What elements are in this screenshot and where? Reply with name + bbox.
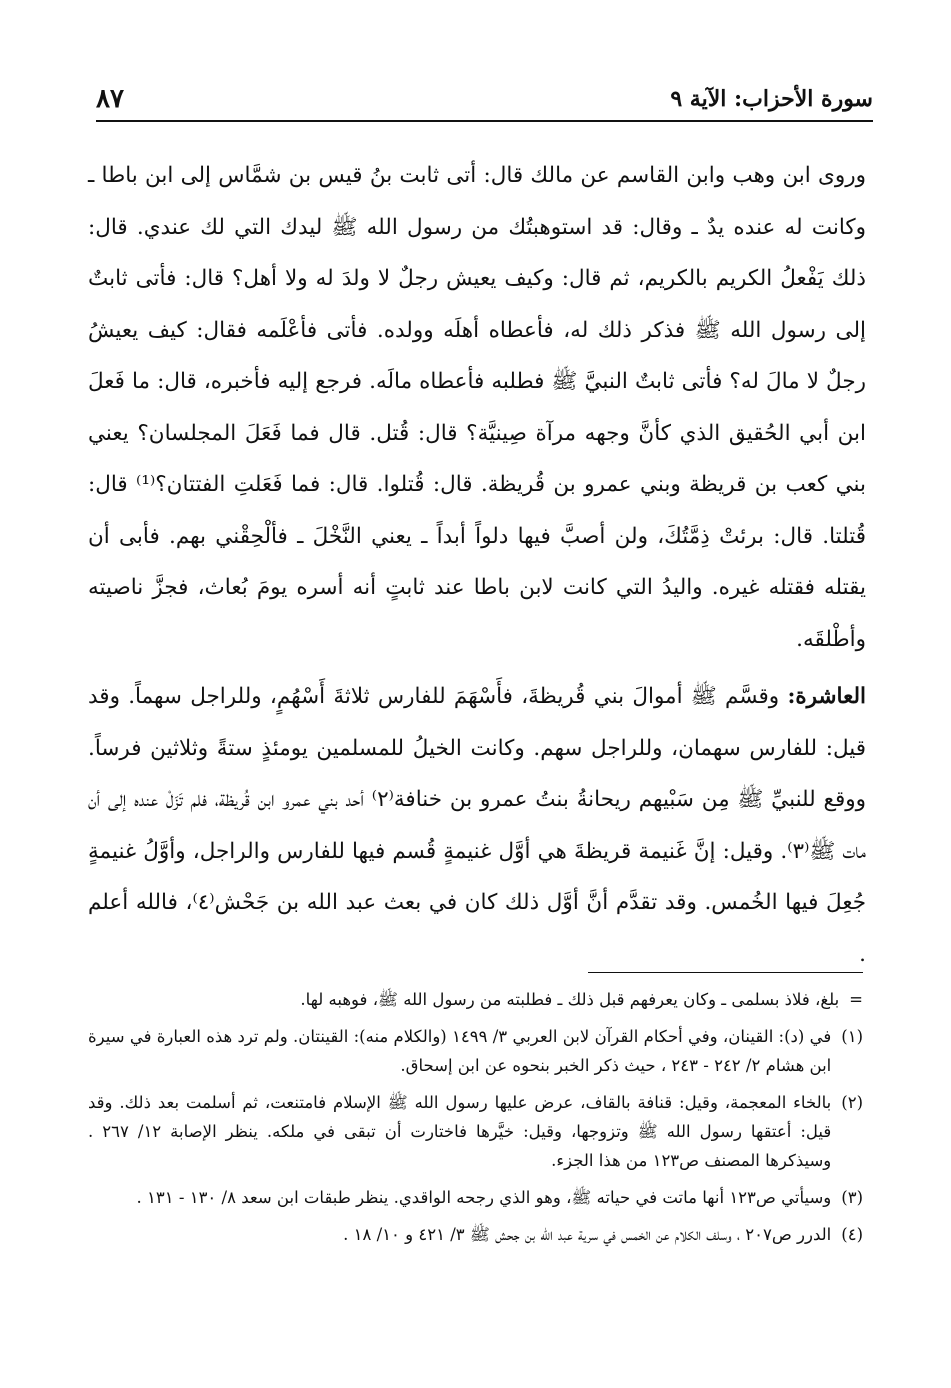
paragraph-2-text: وقسَّم ﷺ أموالَ بني قُريظةَ، فأَسْهَمَ للفارس ثلاثةَ أَسْهُمٍ، وللراجل سهماً. وقد قيل: للفارس سهمان، وللراجل سهم. وكانت الخيلُ للمسلمين يومئذٍ ستةً وثلاثين فرساً. ووقع للنبيِّ ﷺ مِن سَبْيهم ريحانةُ بنتُ عمرو بن خنافة⁽٢⁾ أحد بني عمرو ابن قُريظة، فلم تَزَلْ عنده إلى أن مات ﷺ⁽٣⁾. وقيل: إنَّ غَنيمة قريظةَ هي أوَّل غنيمةٍ قُسم فيها للفارس والراجل، وأوَّلُ غنيمةٍ جُعِلَ فيها الخُمس. وقد تقدَّم أنَّ أوَّل ذلك كان في بعث عبد الله بن جَحْش⁽٤⁾، فالله أعلم . xyxy=(88,684,866,967)
paragraph-2-lead: العاشرة: xyxy=(787,684,866,709)
footnote-4 xyxy=(88,1220,863,1249)
footnote-mark: (١) xyxy=(841,1027,863,1046)
paragraph-2 xyxy=(88,671,866,980)
footnote-mark: (٢) xyxy=(841,1093,863,1112)
footnote-1 xyxy=(88,1022,863,1080)
footnote-text: في (د): القينان، وفي أحكام القرآن لابن العربي ٣/ ١٤٩٩ (والكلام منه): القينتان. ولم ترد هذه العبارة في سيرة ابن هشام ٢/ ٢٤٢ - ٢٤٣ ، حيث ذكر الخبر بنحوه عن ابن إسحاق. xyxy=(88,1027,832,1075)
footnote-text: الدرر ص٢٠٧ ، وسلف الكلام عن الخمس في سرية عبد الله بن جحش ﷺ ٣/ ٤٢١ و ١٠/ ١٨ . xyxy=(343,1225,832,1244)
footnote-3 xyxy=(88,1183,863,1212)
footnote-text: وسيأتي ص١٢٣ أنها ماتت في حياته ﷺ، وهو الذي رجحه الواقدي. ينظر طبقات ابن سعد ٨/ ١٣٠ - ١٣١ . xyxy=(136,1188,832,1207)
footnote-mark: = xyxy=(849,990,863,1009)
main-text xyxy=(88,150,866,980)
footnote-text: بلغ، فلاذ بسلمى ـ وكان يعرفهم قبل ذلك ـ فطلبته من رسول الله ﷺ، فوهبه لها. xyxy=(300,990,840,1009)
surah-title: سورة الأحزاب: الآية ٩ xyxy=(670,86,873,112)
footnote-continuation xyxy=(88,985,863,1014)
page-number: ٨٧ xyxy=(96,84,124,114)
paragraph-1: وروى ابن وهب وابن القاسم عن مالك قال: أتى ثابت بنُ قيس بن شمَّاس إلى ابن باطا ـ وكانت له عنده يدٌ ـ وقال: قد استوهبتُك من رسول الله ﷺ ليدك التي لك عندي. قال: ذلك يَفْعلُ الكريم بالكريم، ثم قال: وكيف يعيش رجلٌ لا ولدَ له ولا أهل؟ قال: فأتى ثابتٌ إلى رسول الله ﷺ فذكر ذلك له، فأعطاه أهلَه وولده. فأتى فأعْلَمه فقال: كيف يعيشُ رجلٌ لا مالَ له؟ فأتى ثابتٌ النبيَّ ﷺ فطلبه فأعطاه مالَه. فرجع إليه فأخبره، قال: ما فَعلَ ابن أبي الحُقيق الذي كأنَّ وجهه مرآة صِينيَّة؟ قال: قُتل. قال فما فَعَلَ المجلسان؟ يعني بني كعب بن قريظة وبني عمرو بن قُريظة. قال: قُتلوا. قال: فما فَعَلتِ الفتتان؟⁽¹⁾ قال: قُتلتا. قال: برئتْ ذِمَّتُكَ، ولن أصبَّ فيها دلواً أبداً ـ يعني النَّخْلَ ـ فألْحِقْني بهم. فأبى أن يقتله فقتله غيره. واليدُ التي كانت لابن باطا عند ثابتٍ أنه أسره يومَ بُعاث، فجزَّ ناصيته وأطْلقَه. xyxy=(88,163,866,652)
footnote-separator xyxy=(588,972,863,973)
footnotes xyxy=(88,985,863,1257)
footnote-text: بالخاء المعجمة، وقيل: قنافة بالقاف، عرض عليها رسول الله ﷺ الإسلام فامتنعت، ثم أسلمت بعد ذلك. وقد قيل: أعتقها رسول الله ﷺ وتزوجها، وقيل: خيَّرها فاختارت أن تبقى في ملكه. ينظر الإصابة ١٢/ ٢٦٧ . وسيذكرها المصنف ص١٢٣ من هذا الجزء. xyxy=(88,1093,832,1170)
footnote-mark: (٣) xyxy=(841,1188,863,1207)
footnote-2 xyxy=(88,1088,863,1175)
footnote-mark: (٤) xyxy=(841,1225,863,1244)
page-header xyxy=(96,70,873,122)
